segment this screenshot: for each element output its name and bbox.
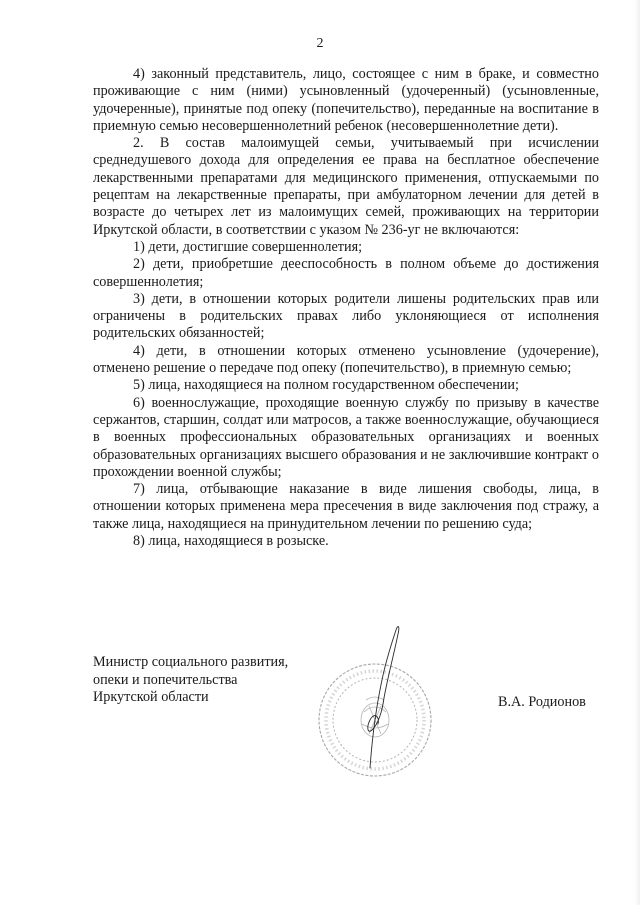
list-item-5: 5) лица, находящиеся на полном государственном обеспечении;	[133, 377, 519, 394]
document-body	[93, 66, 599, 550]
page-number: 2	[316, 36, 324, 51]
list-item-7: 7) лица, отбывающие наказание в виде лишения свободы, лица, в отношении которых применена мера пресечения в виде заключения под стражу, а также лица, находящиеся на принудительном лечении по решению суда;	[93, 481, 599, 532]
signatory-position-line: Министр социального развития,	[93, 654, 289, 670]
paragraph-clause-2: 2. В состав малоимущей семьи, учитываемый при исчислении среднедушевого дохода для определения ее права на бесплатное обеспечение лекарственными препаратами для медицинского применения, отпускаемыми по рецептам на лекарственные препараты, при амбулаторном лечении для детей в возрасте до четырех лет из малоимущих семей, проживающих на территории Иркутской области, в соответствии с указом № 236-уг не включаются:	[93, 135, 599, 238]
list-item-8: 8) лица, находящиеся в розыске.	[133, 533, 329, 550]
list-item-3: 3) дети, в отношении которых родители лишены родительских прав или ограничены в родительских правах либо уклоняющиеся от исполнения родительских обязанностей;	[93, 290, 599, 342]
scan-edge-shadow	[634, 0, 640, 905]
list-item-2: 2) дети, приобретшие дееспособность в полном объеме до достижения совершеннолетия;	[93, 256, 599, 290]
signatory-position	[93, 654, 288, 707]
signatory-position-line: опеки и попечительства	[93, 671, 238, 688]
signatory-name: В.А. Родионов	[498, 694, 586, 710]
signatory-position-line: Иркутской области	[93, 689, 209, 705]
list-item-1: 1) дети, достигшие совершеннолетия;	[133, 238, 363, 255]
official-stamp-with-signature	[312, 620, 438, 785]
list-item-6: 6) военнослужащие, проходящие военную службу по призыву в качестве сержантов, старшин, солдат или матросов, а также военнослужащие, обучающиеся в военных профессиональных образовательных организациях и военных образовательных организациях высшего образования и не заключившие контракт о прохождении военной службы;	[93, 394, 599, 480]
paragraph-item-4-legal-representative: 4) законный представитель, лицо, состоящее с ним в браке, и совместно проживающие с ним (ними) усыновленный (удочеренный) (усыновленные, удочеренные), принятые под опеку (попечительство), переданные на воспитание в приемную семью несовершеннолетний ребенок (несовершеннолетние дети).	[93, 66, 599, 134]
list-item-4: 4) дети, в отношении которых отменено усыновление (удочерение), отменено решение о передаче под опеку (попечительство), в приемную семью;	[93, 342, 599, 377]
